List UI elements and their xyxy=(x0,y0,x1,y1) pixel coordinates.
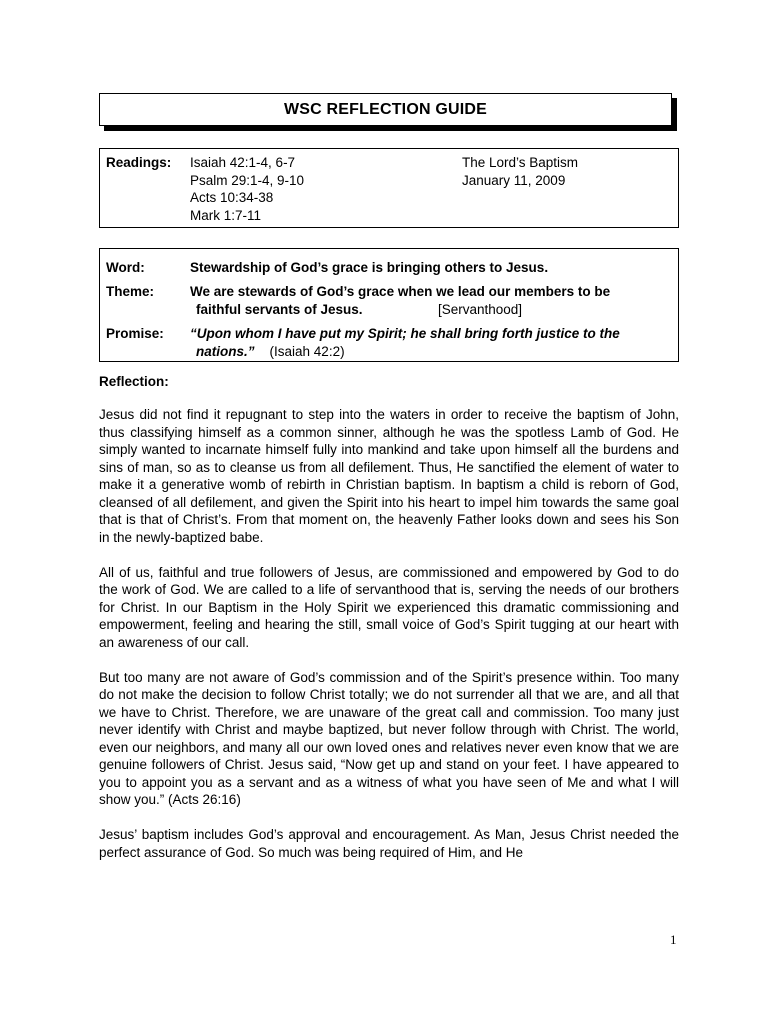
paragraph: Jesus did not find it repugnant to step into the waters in order to receive the baptism of John, thus classifying himself as a common sinner, although he was the spotless Lamb of God. He simply wanted to incarnate himself fully into mankind and take upon himself all the burdens and sins of man, so as to cleanse us from all defilement. Thus, He sanctified the element of water to make it a generative womb of rebirth in Christian baptism. In baptism a child is reborn of God, cleansed of all defilement, and given the Spirit into his heart to impel him towards the same goal that is that of Christ’s. From that moment on, the heavenly Father looks down and sees his Son in the newly-baptized babe. xyxy=(99,407,679,545)
promise-line-1: “Upon whom I have put my Spirit; he shall bring forth justice to the xyxy=(190,326,620,341)
readings-list xyxy=(190,154,304,224)
paragraph: Jesus’ baptism includes God’s approval and encouragement. As Man, Jesus Christ needed the perfect assurance of God. So much was being required of Him, and He xyxy=(99,827,679,860)
title-text: WSC REFLECTION GUIDE xyxy=(283,100,488,118)
reading-item: Psalm 29:1-4, 9-10 xyxy=(190,172,305,188)
reading-item: Acts 10:34-38 xyxy=(190,190,274,205)
theme-label: Theme: xyxy=(106,284,155,299)
promise-line-2-wrap xyxy=(190,343,672,361)
document-title xyxy=(99,93,672,126)
theme-line-2: faithful servants of Jesus. xyxy=(196,301,363,317)
reading-item: Isaiah 42:1-4, 6-7 xyxy=(190,155,296,170)
occasion: The Lord’s Baptism xyxy=(462,155,579,170)
date: January 11, 2009 xyxy=(462,172,566,188)
word-text: Stewardship of God’s grace is bringing others to Jesus. xyxy=(190,260,549,275)
theme-text xyxy=(190,283,672,318)
reflection-heading: Reflection: xyxy=(99,374,169,389)
promise-text xyxy=(190,325,672,360)
theme-line-1: We are stewards of God’s grace when we lead our members to be xyxy=(190,284,611,299)
readings-box xyxy=(99,148,679,228)
word-label: Word: xyxy=(106,260,145,275)
occasion-block xyxy=(462,154,578,189)
promise-label: Promise: xyxy=(106,326,164,341)
paragraph: But too many are not aware of God’s commission and of the Spirit’s presence within. Too many do not make the decision to follow Christ totally; we do not surrender all that we are, and all that we have to Christ. Therefore, we are unaware of the great call and commission. Too many just never identify with Christ and maybe baptized, but never follow through with Christ. The world, even our neighbors, and many all our own loved ones and relatives never even know that we are genuine followers of Christ. Jesus said, “Now get up and stand on your feet. I have appeared to you to appoint you as a servant and as a witness of what you have seen of Me and what I will show you.” (Acts 26:16) xyxy=(99,669,679,807)
paragraph: All of us, faithful and true followers of Jesus, are commissioned and empowered by God to do the work of God. We are called to a life of servanthood that is, serving the needs of our brothers for Christ. In our Baptism in the Holy Spirit we experienced this dramatic commissioning and empowerment, feeling and hearing the still, small voice of God’s Spirit tugging at our heart with an awareness of our call. xyxy=(99,564,679,650)
theme-tag: [Servanthood] xyxy=(438,301,523,317)
theme-line-2-wrap xyxy=(190,301,672,319)
theme-box xyxy=(99,248,679,362)
page-number: 1 xyxy=(670,932,677,947)
promise-ref: (Isaiah 42:2) xyxy=(269,343,345,359)
reading-item: Mark 1:7-11 xyxy=(190,207,262,223)
promise-line-2: nations.” xyxy=(196,343,255,359)
readings-label: Readings: xyxy=(106,155,172,170)
reflection-body xyxy=(99,406,679,879)
